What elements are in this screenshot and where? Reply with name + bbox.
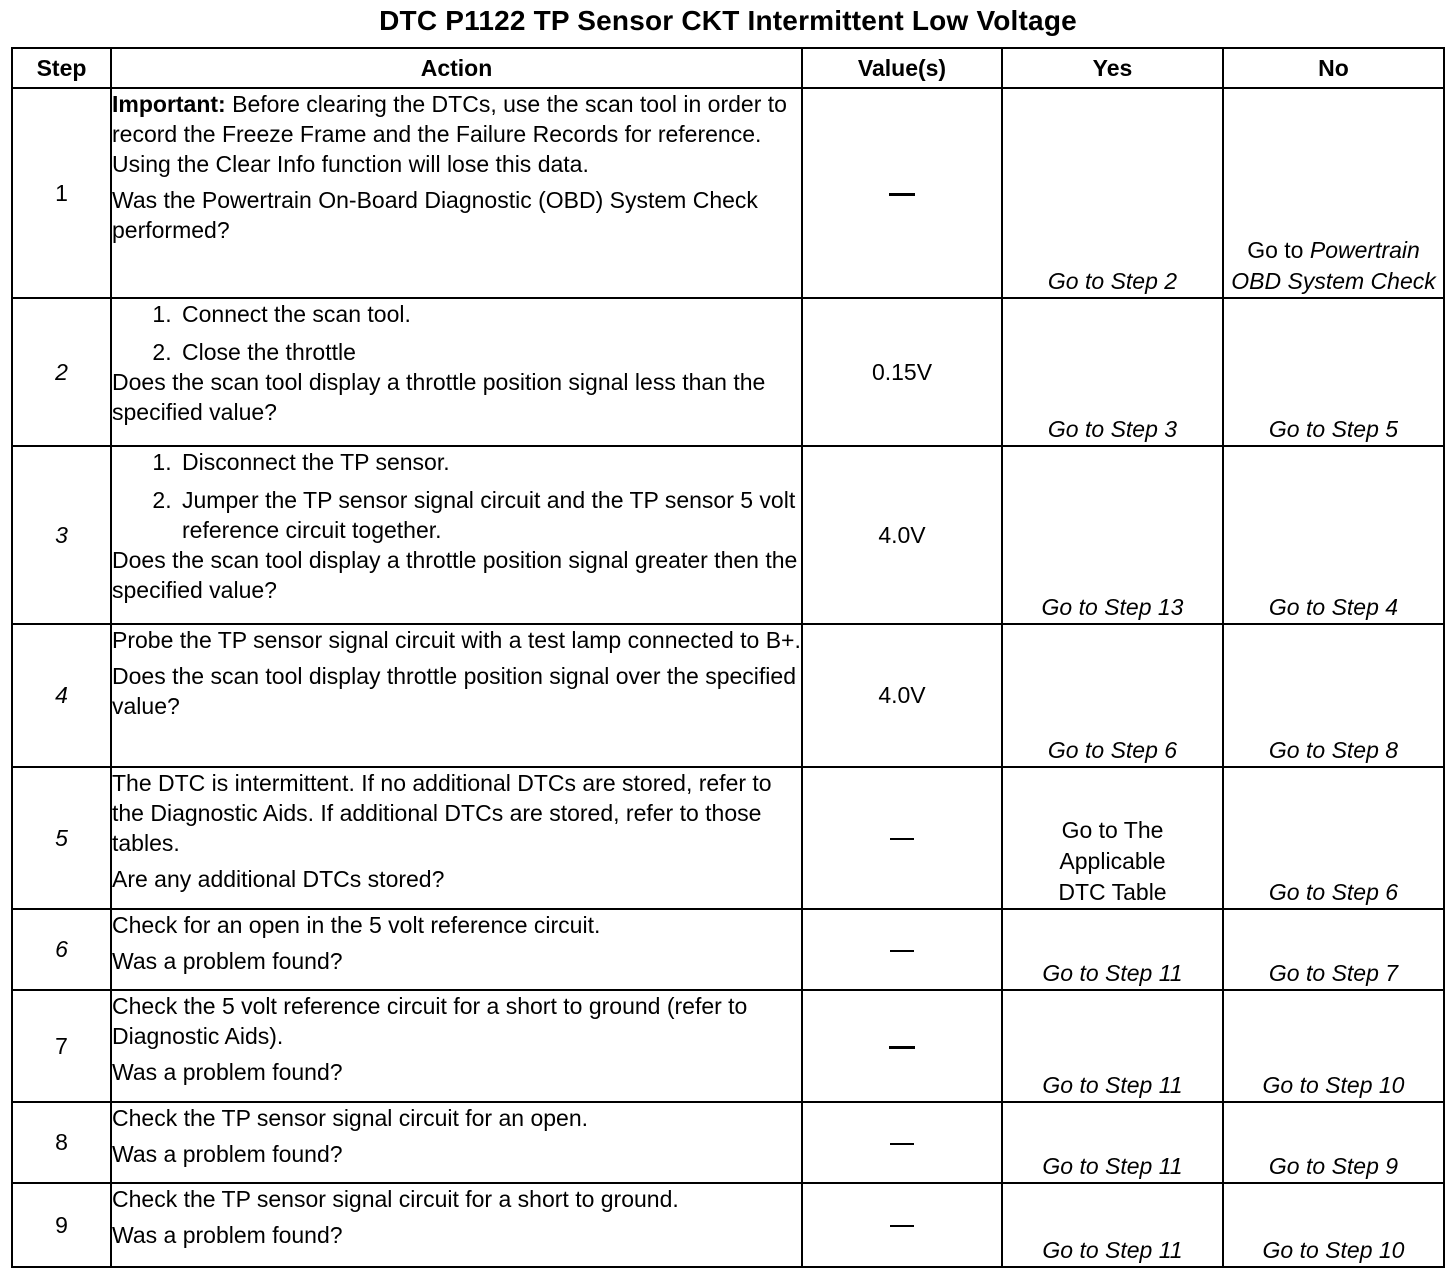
no-cell [1223, 88, 1444, 298]
no-cell: Go to Step 5 [1223, 298, 1444, 446]
no-prefix: Go to [1247, 237, 1310, 263]
table-row-step-4 [12, 624, 1444, 767]
action-question: Was a problem found? [112, 948, 343, 974]
yes-cell: Go to The Applicable DTC Table [1002, 767, 1223, 909]
list-item: 1. Connect the scan tool. [178, 299, 801, 329]
yes-cell: Go to Step 3 [1002, 298, 1223, 446]
header-values: Value(s) [802, 48, 1002, 88]
value-cell: 0.15V [802, 298, 1002, 446]
action-cell [111, 990, 802, 1102]
em-dash [890, 1225, 914, 1227]
action-cell [111, 446, 802, 624]
header-action: Action [111, 48, 802, 88]
list-item: 2. Close the throttle [178, 337, 801, 367]
yes-cell: Go to Step 13 [1002, 446, 1223, 624]
table-row-step-6 [12, 909, 1444, 990]
action-question: Are any additional DTCs stored? [112, 866, 445, 892]
em-dash [889, 193, 915, 196]
no-cell: Go to Step 8 [1223, 624, 1444, 767]
action-question: Was the Powertrain On-Board Diagnostic (OBD) System Check performed? [112, 187, 758, 243]
value-cell [802, 767, 1002, 909]
yes-cell: Go to Step 11 [1002, 1102, 1223, 1183]
value-cell [802, 990, 1002, 1102]
action-steps-list [112, 447, 801, 545]
no-cell: Go to Step 9 [1223, 1102, 1444, 1183]
value-cell: 4.0V [802, 624, 1002, 767]
table-row-step-7 [12, 990, 1444, 1102]
step-number: 5 [12, 767, 111, 909]
value-cell [802, 1183, 1002, 1267]
em-dash [890, 838, 914, 840]
yes-cell: Go to Step 6 [1002, 624, 1223, 767]
header-step: Step [12, 48, 111, 88]
action-cell [111, 88, 802, 298]
yes-cell: Go to Step 2 [1002, 88, 1223, 298]
action-question: Was a problem found? [112, 1141, 343, 1167]
action-text: Check for an open in the 5 volt reference circuit. [112, 912, 601, 938]
action-text: Check the 5 volt reference circuit for a short to ground (refer to Diagnostic Aids). [112, 993, 748, 1049]
value-cell: 4.0V [802, 446, 1002, 624]
diagnostic-table [11, 47, 1445, 1268]
action-steps-list [112, 299, 801, 367]
table-row-step-1 [12, 88, 1444, 298]
table-row-step-3 [12, 446, 1444, 624]
yes-cell: Go to Step 11 [1002, 1183, 1223, 1267]
action-text: Check the TP sensor signal circuit for an open. [112, 1105, 589, 1131]
header-row [12, 48, 1444, 88]
action-cell [111, 298, 802, 446]
action-question: Was a problem found? [112, 1222, 343, 1248]
list-item: 1. Disconnect the TP sensor. [178, 447, 801, 477]
no-cell: Go to Step 4 [1223, 446, 1444, 624]
value-cell [802, 909, 1002, 990]
action-cell [111, 1102, 802, 1183]
table-row-step-2 [12, 298, 1444, 446]
em-dash [890, 1143, 914, 1145]
no-cell: Go to Step 10 [1223, 990, 1444, 1102]
step-number: 4 [12, 624, 111, 767]
step-number: 9 [12, 1183, 111, 1267]
yes-cell: Go to Step 11 [1002, 990, 1223, 1102]
action-cell [111, 624, 802, 767]
action-question: Was a problem found? [112, 1059, 343, 1085]
step-number: 1 [12, 88, 111, 298]
value-cell [802, 1102, 1002, 1183]
list-item: 2. Jumper the TP sensor signal circuit and the TP sensor 5 volt reference circuit together. [178, 485, 801, 545]
action-cell [111, 1183, 802, 1267]
table-row-step-9 [12, 1183, 1444, 1267]
em-dash [889, 1046, 915, 1049]
action-text: Before clearing the DTCs, use the scan tool in order to record the Freeze Frame and the Failure Records for reference. Using the Clear Info function will lose this data. [112, 91, 787, 177]
step-number: 8 [12, 1102, 111, 1183]
action-text: The DTC is intermittent. If no additional DTCs are stored, refer to the Diagnostic Aids. If additional DTCs are stored, refer to those tables. [112, 770, 772, 856]
value-cell [802, 88, 1002, 298]
action-text: Check the TP sensor signal circuit for a short to ground. [112, 1186, 679, 1212]
table-row-step-8 [12, 1102, 1444, 1183]
no-cell: Go to Step 10 [1223, 1183, 1444, 1267]
no-link-text: Powertrain OBD System Check [1231, 237, 1436, 294]
action-text: Probe the TP sensor signal circuit with a test lamp connected to B+. [112, 627, 801, 653]
action-question: Does the scan tool display throttle position signal over the specified value? [112, 663, 797, 719]
action-question: Does the scan tool display a throttle position signal less than the specified value? [112, 369, 766, 425]
step-number: 7 [12, 990, 111, 1102]
header-yes: Yes [1002, 48, 1223, 88]
action-cell [111, 909, 802, 990]
step-number: 6 [12, 909, 111, 990]
header-no: No [1223, 48, 1444, 88]
action-cell [111, 767, 802, 909]
table-row-step-5 [12, 767, 1444, 909]
step-number: 2 [12, 298, 111, 446]
yes-cell: Go to Step 11 [1002, 909, 1223, 990]
action-question: Does the scan tool display a throttle position signal greater then the specified value? [112, 547, 798, 603]
em-dash [890, 950, 914, 952]
important-label: Important: [112, 91, 226, 117]
no-cell: Go to Step 6 [1223, 767, 1444, 909]
step-number: 3 [12, 446, 111, 624]
no-cell: Go to Step 7 [1223, 909, 1444, 990]
page-title: DTC P1122 TP Sensor CKT Intermittent Low Voltage [379, 5, 1077, 36]
